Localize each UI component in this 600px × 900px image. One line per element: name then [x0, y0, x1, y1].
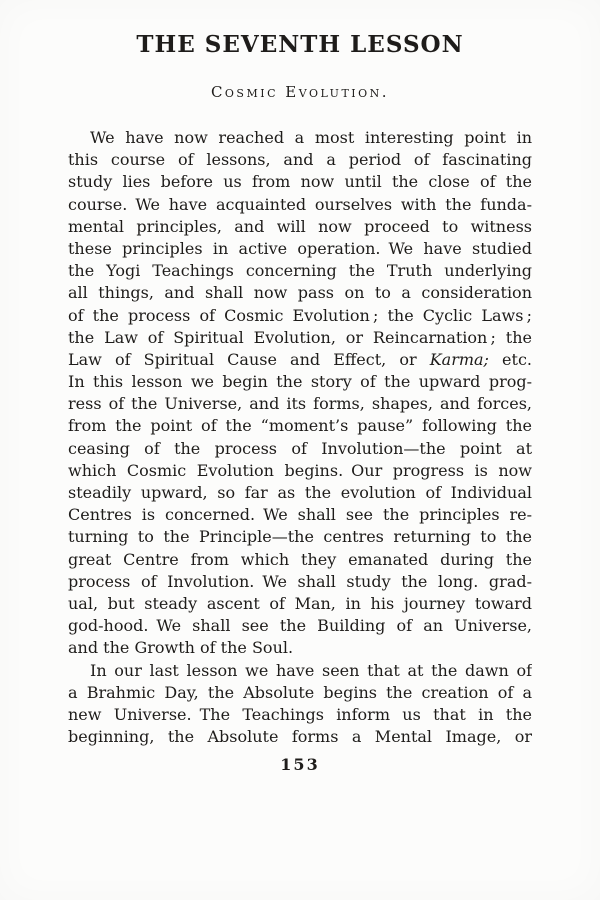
body-line	[68, 260, 532, 282]
body-text	[68, 127, 532, 748]
body-line	[68, 438, 532, 460]
body-line	[68, 704, 532, 726]
body-line	[68, 549, 532, 571]
body-line	[68, 660, 532, 682]
text-run: ress of the Universe, and its forms, shapes, and forces,	[68, 394, 532, 414]
body-line	[68, 615, 532, 637]
text-run: turning to the Principle—the centres returning to the	[68, 527, 532, 547]
text-run: god-hood. We shall see the Building of an Universe,	[68, 616, 532, 636]
body-line	[68, 238, 532, 260]
body-line	[68, 327, 532, 349]
chapter-subtitle: Cosmic Evolution.	[210, 83, 390, 101]
text-run: We have now reached a most interesting point in	[90, 128, 532, 147]
text-run: etc.	[488, 349, 532, 369]
text-run: Centres is concerned. We shall see the principles re-	[68, 505, 532, 525]
text-run: In this lesson we begin the story of the upward prog-	[68, 372, 532, 392]
text-run: the Yogi Teachings concerning the Truth underlying	[68, 261, 532, 281]
text-run: beginning, the Absolute forms a Mental Image, or	[68, 727, 532, 747]
text-run: In our last lesson we have seen that at the dawn of	[90, 660, 532, 680]
body-line	[68, 127, 532, 149]
body-line	[68, 305, 532, 327]
body-line	[68, 526, 532, 548]
body-line	[68, 282, 532, 304]
text-run: all things, and shall now pass on to a consideration	[68, 283, 532, 303]
text-run: ual, but steady ascent of Man, in his journey toward	[68, 593, 532, 613]
body-line	[68, 593, 532, 615]
body-line	[68, 460, 532, 482]
text-run: study lies before us from now until the close of the	[68, 172, 532, 192]
body-line	[68, 194, 532, 216]
body-line	[68, 171, 532, 193]
italic-text: Karma;	[429, 349, 489, 369]
text-run: new Universe. The Teachings inform us that in the	[68, 704, 532, 724]
text-run: of the process of Cosmic Evolution ; the Cyclic Laws ;	[68, 305, 532, 325]
body-line	[68, 637, 532, 659]
page-title: THE SEVENTH LESSON	[136, 31, 464, 58]
text-run: these principles in active operation. We have studied	[68, 238, 532, 258]
body-line	[68, 216, 532, 238]
text-run: steadily upward, so far as the evolution of Individual	[68, 483, 532, 502]
body-line	[68, 371, 532, 393]
body-line	[68, 482, 532, 504]
body-line	[68, 149, 532, 171]
text-run: mental principles, and will now proceed to witness	[68, 216, 532, 236]
text-run: a Brahmic Day, the Absolute begins the creation of a	[68, 682, 532, 702]
body-line	[68, 393, 532, 415]
text-run: great Centre from which they emanated during the	[68, 549, 532, 569]
text-run: from the point of the “moment’s pause” following the	[68, 416, 532, 436]
text-run: the Law of Spiritual Evolution, or Reincarnation ; the	[68, 327, 532, 347]
body-line	[68, 349, 532, 371]
text-run: ceasing of the process of Involution—the point at	[68, 438, 532, 458]
text-run: which Cosmic Evolution begins. Our progress is now	[68, 460, 532, 480]
text-run: and the Growth of the Soul.	[68, 638, 294, 658]
text-run: Law of Spiritual Cause and Effect, or	[68, 349, 430, 369]
page-number: 153	[280, 755, 320, 775]
body-line	[68, 571, 532, 593]
body-line	[68, 415, 532, 437]
text-run: this course of lessons, and a period of fascinating	[68, 150, 532, 170]
body-line	[68, 504, 532, 526]
body-line	[68, 682, 532, 704]
body-line	[68, 726, 532, 748]
text-run: process of Involution. We shall study the long. grad-	[68, 571, 532, 591]
text-run: course. We have acquainted ourselves with the funda-	[68, 194, 532, 214]
